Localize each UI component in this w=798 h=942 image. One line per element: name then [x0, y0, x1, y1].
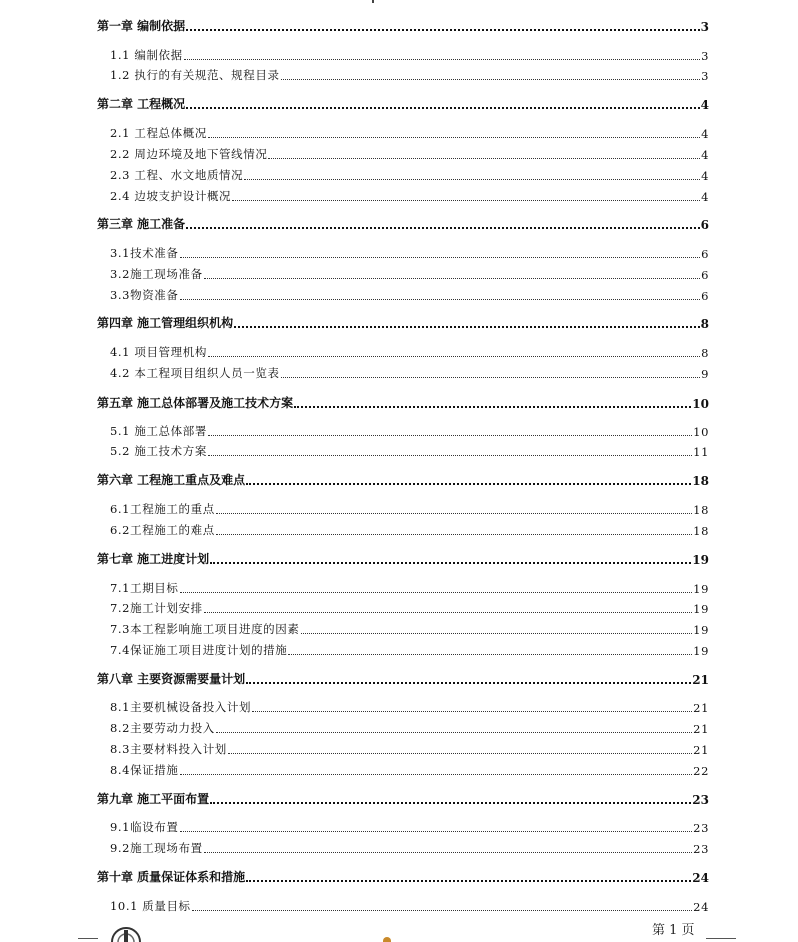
toc-entry-title: 3.3物资准备	[110, 288, 179, 302]
toc-entry-title: 7.3本工程影响施工项目进度的因素	[110, 622, 300, 636]
toc-entry-title: 1.1 编制依据	[110, 48, 183, 62]
toc-leader-dots	[216, 512, 692, 514]
toc-section-entry[interactable]	[110, 125, 709, 141]
toc-section-entry[interactable]	[110, 642, 709, 658]
toc-leader-dots	[180, 256, 701, 258]
toc-leader-dots	[208, 136, 700, 138]
toc-leader-dots	[180, 591, 693, 593]
top-mark	[372, 0, 374, 3]
toc-entry-page: 24	[693, 900, 709, 914]
toc-leader-dots	[246, 482, 691, 485]
toc-entry-title: 9.2施工现场布置	[110, 841, 203, 855]
toc-entry-page: 3	[700, 20, 709, 34]
toc-entry-title: 4.2 本工程项目组织人员一览表	[110, 366, 280, 380]
toc-section-entry[interactable]	[110, 741, 709, 757]
toc-entry-page: 10	[692, 397, 709, 411]
decorative-mark	[383, 937, 391, 942]
toc-entry-page: 23	[692, 793, 709, 807]
toc-entry-title: 第二章 工程概况	[97, 97, 186, 111]
toc-leader-dots	[192, 909, 692, 911]
toc-section-entry[interactable]	[110, 699, 709, 715]
toc-entry-title: 第四章 施工管理组织机构	[97, 316, 234, 330]
toc-entry-page: 4	[701, 190, 709, 204]
toc-entry-title: 第八章 主要资源需要量计划	[97, 672, 246, 686]
toc-entry-title: 7.1工期目标	[110, 581, 179, 595]
toc-entry-page: 18	[692, 474, 709, 488]
toc-leader-dots	[186, 106, 699, 109]
footer-rule-left	[78, 938, 98, 939]
toc-section-entry[interactable]	[110, 423, 709, 439]
toc-entry-page: 23	[693, 821, 709, 835]
toc-entry-title: 第六章 工程施工重点及难点	[97, 473, 246, 487]
toc-leader-dots	[281, 78, 701, 80]
toc-chapter-entry[interactable]	[97, 315, 709, 331]
toc-leader-dots	[208, 434, 692, 436]
footer-rule-right	[706, 938, 736, 939]
toc-entry-title: 第十章 质量保证体系和措施	[97, 870, 246, 884]
toc-leader-dots	[246, 681, 691, 684]
toc-leader-dots	[210, 561, 691, 564]
toc-chapter-entry[interactable]	[97, 395, 709, 411]
toc-section-entry[interactable]	[110, 720, 709, 736]
toc-entry-title: 3.1技术准备	[110, 246, 179, 260]
toc-section-entry[interactable]	[110, 898, 709, 914]
toc-leader-dots	[186, 226, 699, 229]
toc-leader-dots	[234, 325, 699, 328]
toc-entry-page: 19	[692, 553, 709, 567]
toc-leader-dots	[180, 298, 701, 300]
toc-leader-dots	[204, 277, 700, 279]
footer-page-number: 第 1 页	[652, 923, 695, 938]
toc-chapter-entry[interactable]	[97, 96, 709, 112]
toc-section-entry[interactable]	[110, 621, 709, 637]
toc-entry-title: 1.2 执行的有关规范、规程目录	[110, 68, 280, 82]
toc-section-entry[interactable]	[110, 840, 709, 856]
toc-section-entry[interactable]	[110, 146, 709, 162]
toc-entry-page: 24	[692, 871, 709, 885]
toc-section-entry[interactable]	[110, 167, 709, 183]
toc-entry-page: 21	[693, 722, 709, 736]
toc-leader-dots	[228, 752, 692, 754]
toc-chapter-entry[interactable]	[97, 18, 709, 34]
toc-entry-page: 21	[693, 743, 709, 757]
toc-section-entry[interactable]	[110, 245, 709, 261]
toc-entry-title: 第七章 施工进度计划	[97, 552, 210, 566]
toc-section-entry[interactable]	[110, 47, 709, 63]
toc-entry-page: 4	[701, 127, 709, 141]
toc-entry-title: 8.1主要机械设备投入计划	[110, 700, 252, 714]
toc-entry-page: 10	[693, 425, 709, 439]
toc-chapter-entry[interactable]	[97, 472, 709, 488]
toc-section-entry[interactable]	[110, 501, 709, 517]
company-logo-icon	[108, 924, 144, 942]
toc-entry-page: 19	[693, 623, 709, 637]
toc-chapter-entry[interactable]	[97, 671, 709, 687]
toc-entry-page: 19	[693, 602, 709, 616]
toc-entry-page: 3	[701, 49, 709, 63]
toc-leader-dots	[180, 830, 693, 832]
toc-entry-page: 6	[701, 289, 709, 303]
toc-chapter-entry[interactable]	[97, 869, 709, 885]
toc-entry-page: 4	[701, 148, 709, 162]
toc-entry-page: 4	[700, 98, 709, 112]
toc-leader-dots	[216, 533, 692, 535]
toc-entry-page: 8	[701, 346, 709, 360]
toc-leader-dots	[204, 851, 692, 853]
toc-entry-page: 19	[693, 644, 709, 658]
toc-leader-dots	[184, 58, 700, 60]
toc-section-entry[interactable]	[110, 365, 709, 381]
toc-entry-title: 6.1工程施工的重点	[110, 502, 215, 516]
toc-section-entry[interactable]	[110, 287, 709, 303]
toc-entry-title: 2.3 工程、水文地质情况	[110, 168, 244, 182]
toc-entry-page: 3	[701, 69, 709, 83]
toc-section-entry[interactable]	[110, 819, 709, 835]
toc-leader-dots	[204, 611, 692, 613]
toc-entry-title: 5.2 施工技术方案	[110, 444, 207, 458]
toc-leader-dots	[210, 801, 691, 804]
toc-entry-page: 22	[693, 764, 709, 778]
toc-entry-title: 3.2施工现场准备	[110, 267, 203, 281]
toc-leader-dots	[288, 653, 692, 655]
toc-entry-title: 10.1 质量目标	[110, 899, 191, 913]
toc-entry-title: 7.2施工计划安排	[110, 601, 203, 615]
toc-entry-title: 7.4保证施工项目进度计划的措施	[110, 643, 288, 657]
toc-entry-title: 第九章 施工平面布置	[97, 792, 210, 806]
toc-entry-page: 6	[701, 247, 709, 261]
toc-entry-page: 19	[693, 582, 709, 596]
toc-entry-title: 8.2主要劳动力投入	[110, 721, 215, 735]
toc-leader-dots	[216, 731, 692, 733]
toc-leader-dots	[186, 28, 699, 31]
toc-entry-title: 第一章 编制依据	[97, 19, 186, 33]
toc-entry-title: 8.3主要材料投入计划	[110, 742, 227, 756]
toc-entry-title: 第三章 施工准备	[97, 217, 186, 231]
toc-entry-title: 5.1 施工总体部署	[110, 424, 207, 438]
toc-leader-dots	[244, 178, 700, 180]
toc-section-entry[interactable]	[110, 600, 709, 616]
toc-entry-page: 4	[701, 169, 709, 183]
toc-section-entry[interactable]	[110, 522, 709, 538]
toc-leader-dots	[232, 199, 700, 201]
toc-entry-title: 8.4保证措施	[110, 763, 179, 777]
toc-entry-title: 2.1 工程总体概况	[110, 126, 207, 140]
toc-entry-page: 6	[701, 268, 709, 282]
toc-entry-page: 18	[693, 524, 709, 538]
toc-section-entry[interactable]	[110, 266, 709, 282]
toc-entry-title: 6.2工程施工的难点	[110, 523, 215, 537]
toc-chapter-entry[interactable]	[97, 551, 709, 567]
toc-section-entry[interactable]	[110, 188, 709, 204]
toc-entry-page: 21	[692, 673, 709, 687]
toc-section-entry[interactable]	[110, 344, 709, 360]
toc-chapter-entry[interactable]	[97, 216, 709, 232]
toc-section-entry[interactable]	[110, 580, 709, 596]
toc-entry-page: 6	[700, 218, 709, 232]
toc-leader-dots	[208, 355, 700, 357]
toc-entry-page: 8	[700, 317, 709, 331]
toc-entry-page: 11	[693, 445, 709, 459]
toc-entry-title: 2.4 边坡支护设计概况	[110, 189, 232, 203]
toc-leader-dots	[301, 632, 693, 634]
toc-leader-dots	[294, 405, 691, 408]
toc-leader-dots	[246, 879, 691, 882]
toc-entry-title: 4.1 项目管理机构	[110, 345, 207, 359]
toc-entry-title: 9.1临设布置	[110, 820, 179, 834]
toc-entry-page: 9	[701, 367, 709, 381]
toc-entry-page: 18	[693, 503, 709, 517]
toc-section-entry[interactable]	[110, 67, 709, 83]
toc-entry-title: 第五章 施工总体部署及施工技术方案	[97, 396, 294, 410]
toc-section-entry[interactable]	[110, 443, 709, 459]
toc-leader-dots	[281, 376, 701, 378]
toc-entry-page: 23	[693, 842, 709, 856]
toc-entry-title: 2.2 周边环境及地下管线情况	[110, 147, 268, 161]
toc-leader-dots	[252, 710, 692, 712]
toc-leader-dots	[180, 773, 693, 775]
toc-leader-dots	[268, 157, 700, 159]
toc-chapter-entry[interactable]	[97, 791, 709, 807]
toc-entry-page: 21	[693, 701, 709, 715]
toc-section-entry[interactable]	[110, 762, 709, 778]
toc-leader-dots	[208, 454, 692, 456]
